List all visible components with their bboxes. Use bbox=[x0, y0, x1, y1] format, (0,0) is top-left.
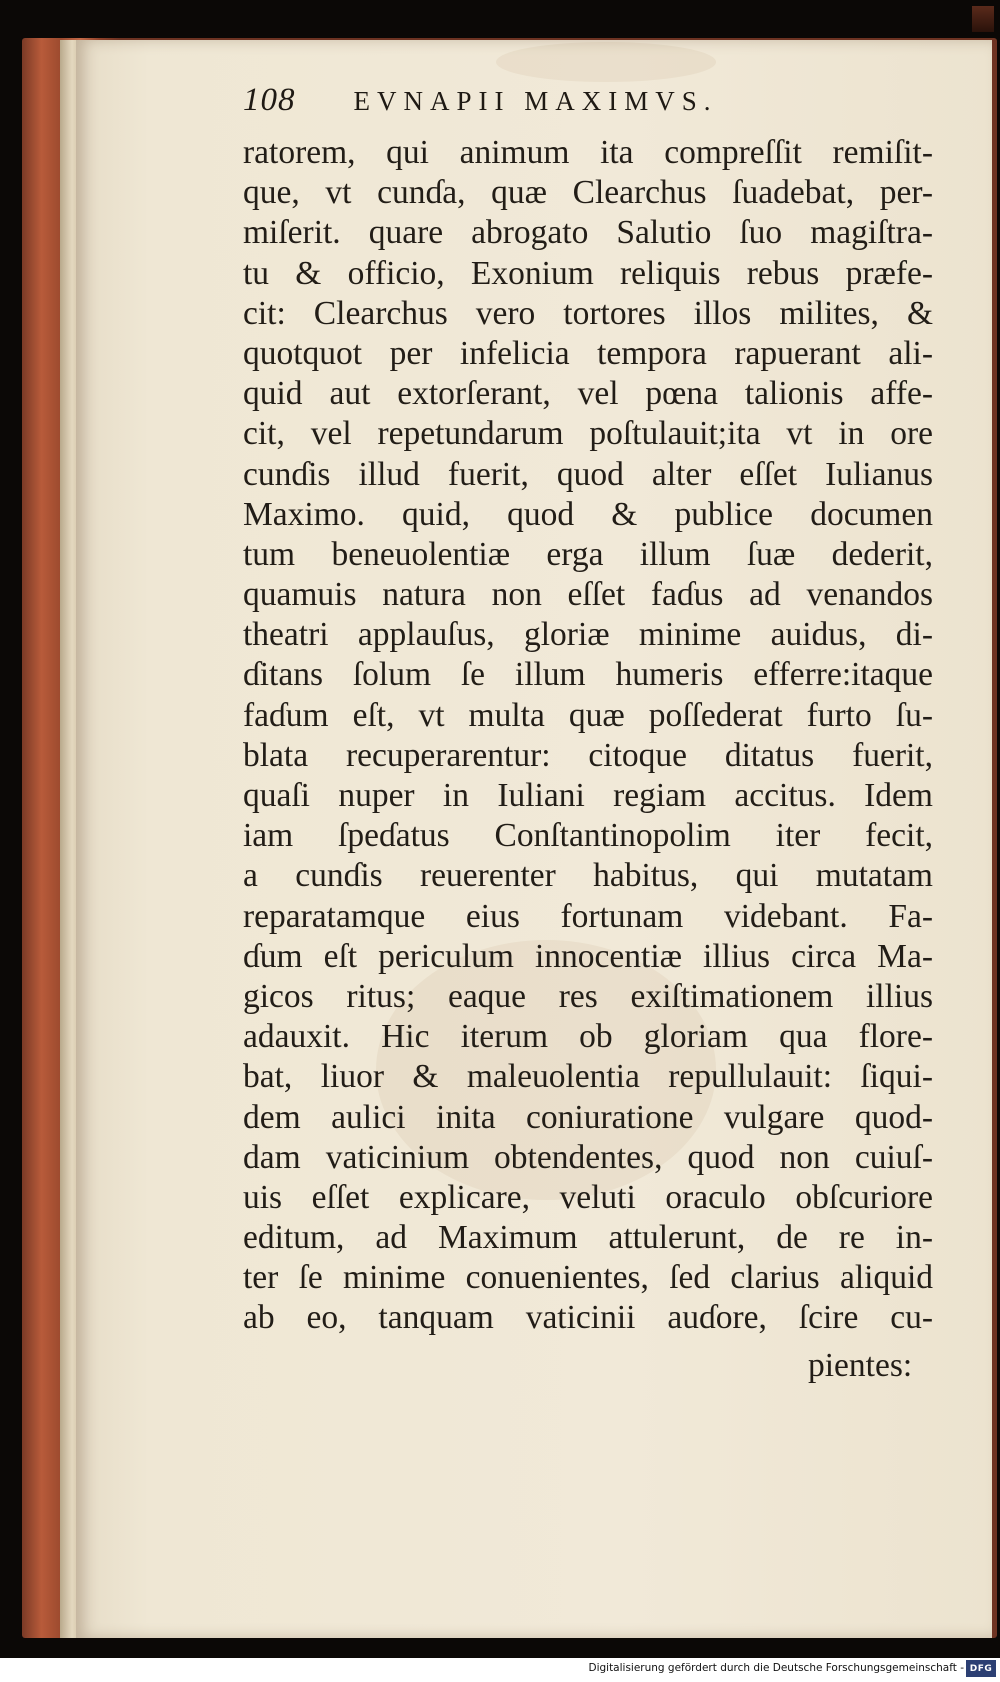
text-line: cit: Clearchus vero tortores illos milites, & bbox=[243, 294, 933, 332]
text-line: gicos ritus; eaque res exiſtimationem illius bbox=[243, 977, 933, 1015]
text-line: theatri applauſus, gloriæ minime auidus, di- bbox=[243, 616, 933, 654]
text-line: quaſi nuper in Iuliani regiam accitus. Idem bbox=[243, 777, 933, 814]
digitization-credit: Digitalisierung gefördert durch die Deutsche Forschungsgemeinschaft - bbox=[588, 1662, 964, 1674]
text-line: ɗitans ſolum ſe illum humeris efferre:itaque bbox=[243, 656, 933, 694]
page-number: 108 bbox=[243, 82, 296, 118]
text-line: quamuis natura non eſſet faɗus ad venandos bbox=[243, 576, 933, 614]
text-line: a cunɗis reuerenter habitus, qui mutatam bbox=[243, 857, 933, 895]
text-line: uis eſſet explicare, veluti oraculo obſcuriore bbox=[243, 1178, 933, 1216]
text-line: iam ſpeɗatus Conſtantinopolim iter fecit, bbox=[243, 817, 933, 855]
text-line: blata recuperarentur: citoque ditatus fuerit, bbox=[243, 736, 933, 774]
text-line: faɗum eſt, vt multa quæ poſſederat furto ſu- bbox=[243, 696, 933, 734]
text-line: quid aut extorſerant, vel pœna talionis affe- bbox=[243, 375, 933, 413]
text-line: ab eo, tanquam vaticinii auɗore, ſcire cu- bbox=[243, 1299, 933, 1337]
text-line: que, vt cunɗa, quæ Clearchus ſuadebat, per- bbox=[243, 174, 933, 212]
text-line: reparatamque eius fortunam videbant. Fa- bbox=[243, 897, 933, 935]
text-line: ter ſe minime conuenientes, ſed clarius aliquid bbox=[243, 1259, 933, 1297]
text-line: cit, vel repetundarum poſtulauit;ita vt in ore bbox=[243, 415, 933, 453]
text-line: adauxit. Hic iterum ob gloriam qua flore- bbox=[243, 1018, 933, 1056]
dfg-logo: DFG bbox=[966, 1660, 996, 1677]
text-line: quotquot per infelicia tempora rapuerant ali- bbox=[243, 334, 933, 372]
text-line: tum beneuolentiæ erga illum ſuæ dederit, bbox=[243, 535, 933, 573]
catchword: pientes: bbox=[808, 1347, 913, 1384]
text-line: ɗum eſt periculum innocentiæ illius circa Ma- bbox=[243, 937, 933, 975]
text-line: dam vaticinium obtendentes, quod non cuiuſ- bbox=[243, 1138, 933, 1176]
header-title: EVNAPII MAXIMVS. bbox=[353, 86, 718, 116]
text-line: tu & officio, Exonium reliquis rebus præfe- bbox=[243, 254, 933, 292]
body-text bbox=[243, 133, 933, 1339]
corner-mark bbox=[972, 6, 994, 32]
text-line: dem aulici inita coniuratione vulgare quod- bbox=[243, 1098, 933, 1136]
text-line: bat, liuor & maleuolentia repullulauit: ſiqui- bbox=[243, 1058, 933, 1096]
text-line: Maximo. quid, quod & publice documen bbox=[243, 495, 933, 533]
text-line: editum, ad Maximum attulerunt, de re in- bbox=[243, 1219, 933, 1257]
paper-stain bbox=[496, 42, 716, 82]
text-line: cunɗis illud fuerit, quod alter eſſet Iulianus bbox=[243, 455, 933, 493]
running-head bbox=[243, 82, 823, 132]
text-line: ratorem, qui animum ita compreſſit remiſit- bbox=[243, 134, 933, 171]
text-line: miſerit. quare abrogato Salutio ſuo magiſtra- bbox=[243, 214, 933, 252]
